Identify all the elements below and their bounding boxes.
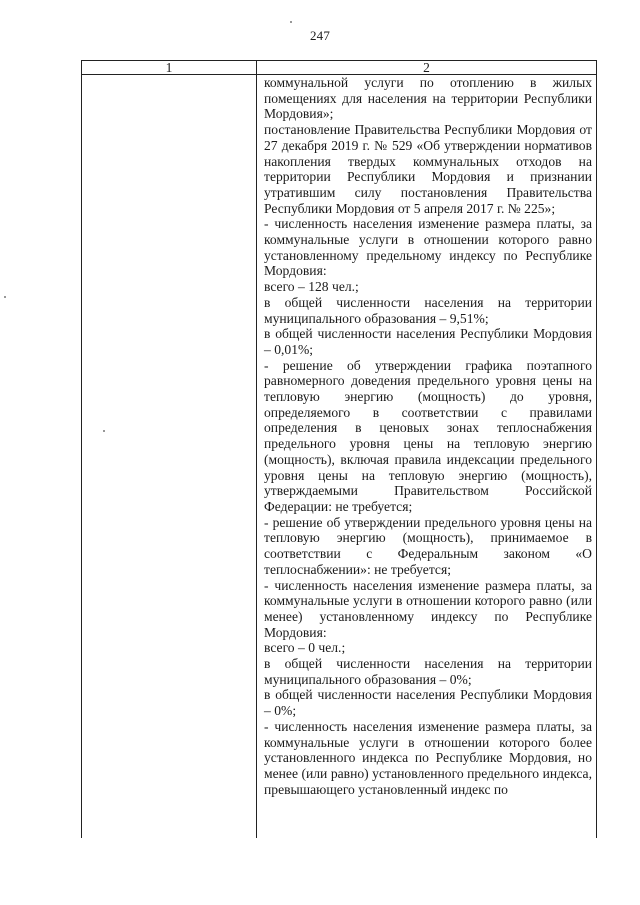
paragraph: в общей численности населения Республики Мордовия – 0%;: [264, 687, 592, 719]
paragraph: - численность населения изменение размера платы, за коммунальные услуги в отношении которого более установленного индекса по Республике Мордовия, но менее (или равно) установленного предельного индекса, превышающего установленный индекс по: [264, 718, 592, 797]
paragraph: в общей численности населения на территории муниципального образования – 9,51%;: [264, 294, 592, 326]
paragraph: - решение об утверждении предельного уровня цены на тепловую энергию (мощность), принимаемое в соответствии с Федеральным законом «О теплоснабжении»: не требуется;: [264, 514, 592, 577]
column-header-1: 1: [82, 61, 257, 75]
cell-column-2: [257, 75, 597, 839]
page-number: 247: [309, 28, 331, 43]
paragraph: в общей численности населения Республики Мордовия – 0,01%;: [264, 326, 592, 357]
scan-speck: [290, 21, 292, 23]
paragraph: всего – 0 чел.;: [264, 640, 346, 656]
scan-speck: [103, 430, 105, 432]
column-header-2: 2: [257, 61, 597, 75]
paragraph: - численность населения изменение размера платы, за коммунальные услуги в отношении которого равно (или менее) установленному индексу по Республике Мордовия:: [264, 577, 592, 640]
paragraph: коммунальной услуги по отоплению в жилых помещениях для населения на территории Республики Мордовия»;: [264, 75, 592, 122]
paragraph: всего – 128 чел.;: [264, 279, 359, 295]
paragraph: в общей численности населения на территории муниципального образования – 0%;: [264, 656, 592, 687]
scan-speck: [4, 296, 6, 298]
table-header-row: [82, 61, 597, 75]
paragraph: - решение об утверждении графика поэтапного равномерного доведения предельного уровня цены на тепловую энергию (мощность) до уровня, определяемого в соответствии с правилами определения в ценовых зонах теплоснабжения предельного уровня цены на тепловую энергию (мощность), включая правила индексации предельного уровня цены на тепловую энергию (мощность), утверждаемыми Правительством Российской Федерации: не требуется;: [264, 357, 592, 514]
cell-column-1: [82, 75, 257, 839]
paragraph: - численность населения изменение размера платы, за коммунальные услуги в отношении которого равно установленному предельному индексу по Республике Мордовия:: [264, 216, 592, 279]
cell-column-2-text: [257, 75, 596, 797]
document-table: [81, 60, 597, 838]
paragraph: постановление Правительства Республики Мордовия от 27 декабря 2019 г. № 529 «Об утверждении нормативов накопления твердых коммунальных отходов на территории Республики Мордовия и признании утратившим силу постановления Правительства Республики Мордовия от 5 апреля 2017 г. № 225»;: [264, 122, 592, 216]
table-row: [82, 75, 597, 839]
